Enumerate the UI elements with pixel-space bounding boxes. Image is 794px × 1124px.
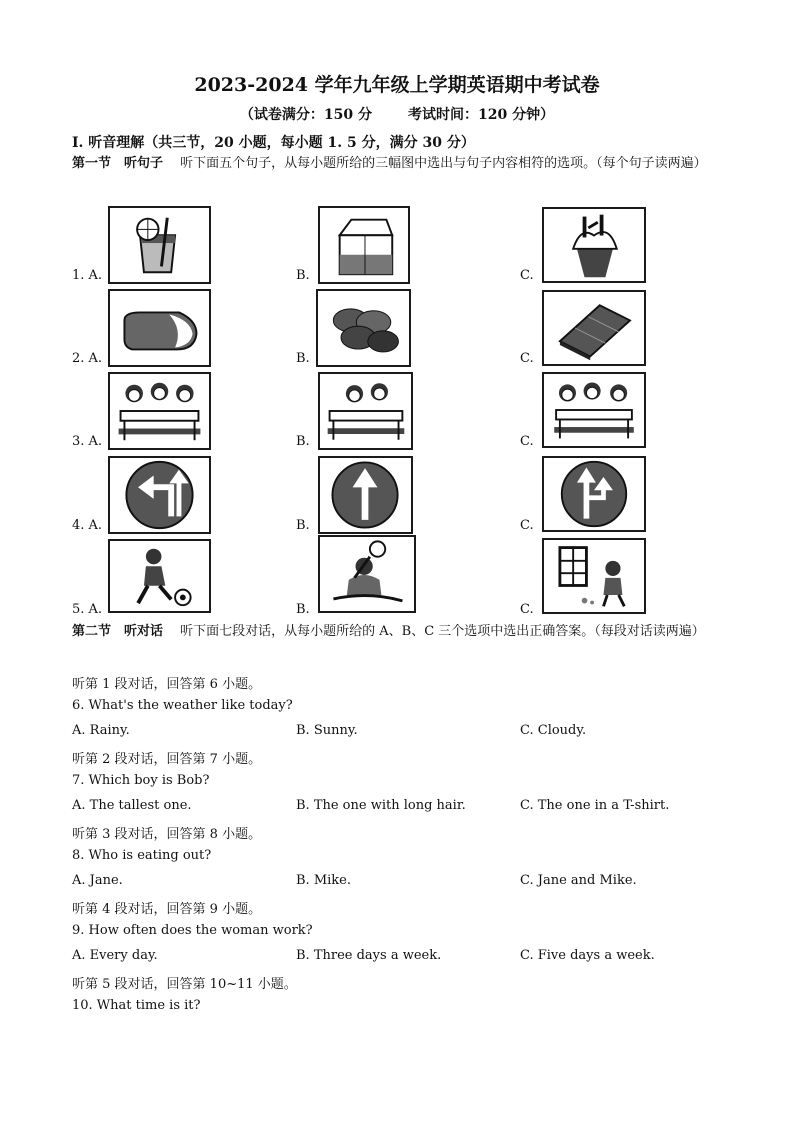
turn-right-sign-icon [542, 456, 646, 532]
option-label: C. [520, 434, 534, 449]
option-label: B. [296, 351, 310, 366]
question-text: 10. What time is it? [72, 998, 201, 1013]
option-c: C. Cloudy. [520, 723, 587, 738]
option-label: C. [520, 602, 534, 617]
option-label: C. [520, 268, 534, 283]
option-b: B. The one with long hair. [296, 798, 466, 813]
dialog-intro: 听第 4 段对话，回答第 9 小题。 [72, 902, 262, 917]
section-heading: I. 听音理解（共三节，20 小题，每小题 1. 5 分，满分 30 分） [72, 135, 475, 151]
part1-instructions [72, 152, 722, 176]
option-label: C. [520, 351, 534, 366]
children-at-desk-icon [542, 372, 646, 448]
dialog-intro: 听第 1 段对话，回答第 6 小题。 [72, 677, 262, 692]
option-a: A. Every day. [72, 948, 158, 963]
exam-time: 考试时间：120 分钟） [408, 107, 555, 123]
cookies-icon [316, 289, 411, 367]
ice-cream-icon [542, 207, 646, 283]
boy-football-icon [108, 539, 211, 613]
boy-volleyball-icon [318, 535, 416, 613]
option-c: C. The one in a T-shirt. [520, 798, 670, 813]
option-c: C. Jane and Mike. [520, 873, 637, 888]
children-at-desk-icon [318, 372, 413, 450]
option-label: B. [296, 518, 310, 533]
boy-window-icon [542, 538, 646, 614]
go-straight-sign-icon [318, 456, 413, 534]
option-b: B. Three days a week. [296, 948, 442, 963]
option-a: A. The tallest one. [72, 798, 192, 813]
part2-text: 听下面七段对话，从每小题所给的 A、B、C 三个选项中选出正确答案。（每段对话读两遍） [180, 624, 705, 639]
question-label: 3. A. [72, 434, 103, 449]
option-label: B. [296, 434, 310, 449]
part1-text: 听下面五个句子，从每小题所给的三幅图中选出与句子内容相符的选项。（每个句子读两遍） [180, 156, 707, 171]
option-a: A. Rainy. [72, 723, 130, 738]
option-label: B. [296, 268, 310, 283]
option-label: B. [296, 602, 310, 617]
full-score: （试卷满分：150 分 [239, 107, 372, 123]
option-b: B. Mike. [296, 873, 351, 888]
question-text: 7. Which boy is Bob? [72, 773, 210, 788]
question-label: 5. A. [72, 602, 103, 617]
question-text: 9. How often does the woman work? [72, 923, 313, 938]
part2-label: 第二节 听对话 [72, 624, 164, 639]
question-label: 2. A. [72, 351, 103, 366]
option-c: C. Five days a week. [520, 948, 655, 963]
milk-carton-icon [318, 206, 410, 284]
option-b: B. Sunny. [296, 723, 358, 738]
turn-left-sign-icon [108, 456, 211, 534]
option-label: C. [520, 518, 534, 533]
question-label: 4. A. [72, 518, 103, 533]
children-at-desk-icon [108, 372, 211, 450]
dialog-intro: 听第 5 段对话，回答第 10~11 小题。 [72, 977, 297, 992]
dialog-intro: 听第 3 段对话，回答第 8 小题。 [72, 827, 262, 842]
bread-loaf-icon [108, 289, 211, 367]
dialog-intro: 听第 2 段对话，回答第 7 小题。 [72, 752, 262, 767]
question-text: 6. What's the weather like today? [72, 698, 293, 713]
exam-info [0, 104, 794, 124]
page-title: 2023-2024 学年九年级上学期英语期中考试卷 [194, 74, 600, 96]
question-label: 1. A. [72, 268, 103, 283]
part2-instructions [72, 620, 722, 644]
chocolate-bar-icon [542, 290, 646, 366]
question-text: 8. Who is eating out? [72, 848, 212, 863]
part1-label: 第一节 听句子 [72, 156, 164, 171]
option-a: A. Jane. [72, 873, 123, 888]
juice-glass-icon [108, 206, 211, 284]
